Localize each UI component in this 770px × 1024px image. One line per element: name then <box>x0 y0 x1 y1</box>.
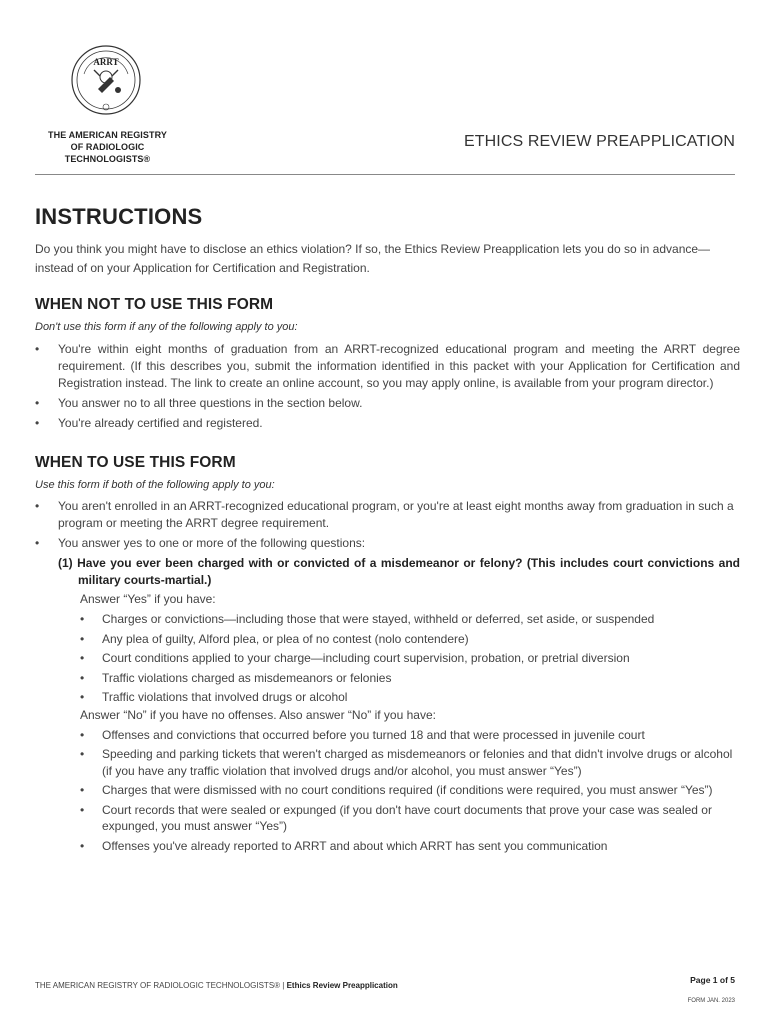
form-date: FORM JAN. 2023 <box>687 998 735 1004</box>
answer-block <box>58 591 740 854</box>
list-item: • Court records that were sealed or expunged (if you don't have court documents that prove your case was sealed or expunged, you must answer “Yes”) <box>80 802 740 835</box>
logo-lettering: ARRT <box>93 57 119 67</box>
footer-doc-name: Ethics Review Preapplication <box>286 981 398 990</box>
page-number: Page 1 of 5 <box>690 975 735 985</box>
list-item: • Speeding and parking tickets that weren't charged as misdemeanors or felonies and that didn't involve drugs or alcohol (if you have any traffic violation that involved drugs and/or alcohol, you must answer “Yes”) <box>80 746 740 779</box>
list-item: • You're within eight months of graduation from an ARRT-recognized educational program and meeting the ARRT degree requirement. (If this describes you, submit the information identified in this packet with your Application for Certification and Registration instead. The link to create an online account, so you may apply online, is available from your program director.) <box>35 341 740 392</box>
when-not-section <box>35 296 740 432</box>
list-item: • You're already certified and registered. <box>35 415 740 432</box>
yes-list <box>80 611 740 706</box>
header-divider <box>35 174 735 175</box>
no-list <box>80 727 740 855</box>
list-item: • Offenses and convictions that occurred before you turned 18 and that were processed in juvenile court <box>80 727 740 744</box>
list-item: • Offenses you've already reported to ARRT and about which ARRT has sent you communication <box>80 838 740 855</box>
list-item: • Court conditions applied to your charge—including court supervision, probation, or pretrial diversion <box>80 650 740 667</box>
when-not-list <box>35 341 740 432</box>
footer-org-name: THE AMERICAN REGISTRY OF RADIOLOGIC TECHNOLOGISTS® | <box>35 981 287 990</box>
list-item: • Traffic violations that involved drugs or alcohol <box>80 689 740 706</box>
instructions-heading: INSTRUCTIONS <box>35 204 203 229</box>
form-title: ETHICS REVIEW PREAPPLICATION <box>464 133 735 150</box>
org-line-1: THE AMERICAN REGISTRY <box>48 130 167 140</box>
org-line-3: TECHNOLOGISTS® <box>64 154 151 164</box>
instructions-intro: Do you think you might have to disclose an ethics violation? If so, the Ethics Review Preapplication lets you do so in advance—instead of on your Application for Certification and Registration. <box>35 242 711 275</box>
question-1: (1) Have you ever been charged with or convicted of a misdemeanor or felony? (This includes court convictions and military courts-martial.) <box>58 556 740 587</box>
when-subheading: Use this form if both of the following apply to you: <box>35 479 275 491</box>
list-item: • Charges or convictions—including those that were stayed, withheld or deferred, set aside, or suspended <box>80 611 740 628</box>
list-item: • Charges that were dismissed with no court conditions required (if conditions were required, you must answer “Yes”) <box>80 782 740 799</box>
arrt-logo-seal <box>70 44 142 116</box>
list-item: • Traffic violations charged as misdemeanors or felonies <box>80 670 740 687</box>
org-name <box>40 129 175 165</box>
org-line-2: OF RADIOLOGIC <box>70 142 145 152</box>
no-label: Answer “No” if you have no offenses. Also answer “No” if you have: <box>80 707 436 722</box>
list-item: • Any plea of guilty, Alford plea, or plea of no contest (nolo contendere) <box>80 631 740 648</box>
when-section <box>35 454 740 854</box>
list-item: • You answer yes to one or more of the following questions: <box>35 535 740 552</box>
when-not-heading: WHEN NOT TO USE THIS FORM <box>35 296 274 313</box>
when-heading: WHEN TO USE THIS FORM <box>35 454 236 471</box>
yes-label: Answer “Yes” if you have: <box>80 592 216 606</box>
list-item: • You aren't enrolled in an ARRT-recognized educational program, or you're at least eight months away from graduation in such a program or meeting the ARRT degree requirement. <box>35 498 740 532</box>
list-item: • You answer no to all three questions in the section below. <box>35 395 740 412</box>
footer-org <box>35 981 398 990</box>
when-list <box>35 498 740 552</box>
question-block <box>35 555 740 854</box>
when-not-subheading: Don't use this form if any of the following apply to you: <box>35 321 298 333</box>
